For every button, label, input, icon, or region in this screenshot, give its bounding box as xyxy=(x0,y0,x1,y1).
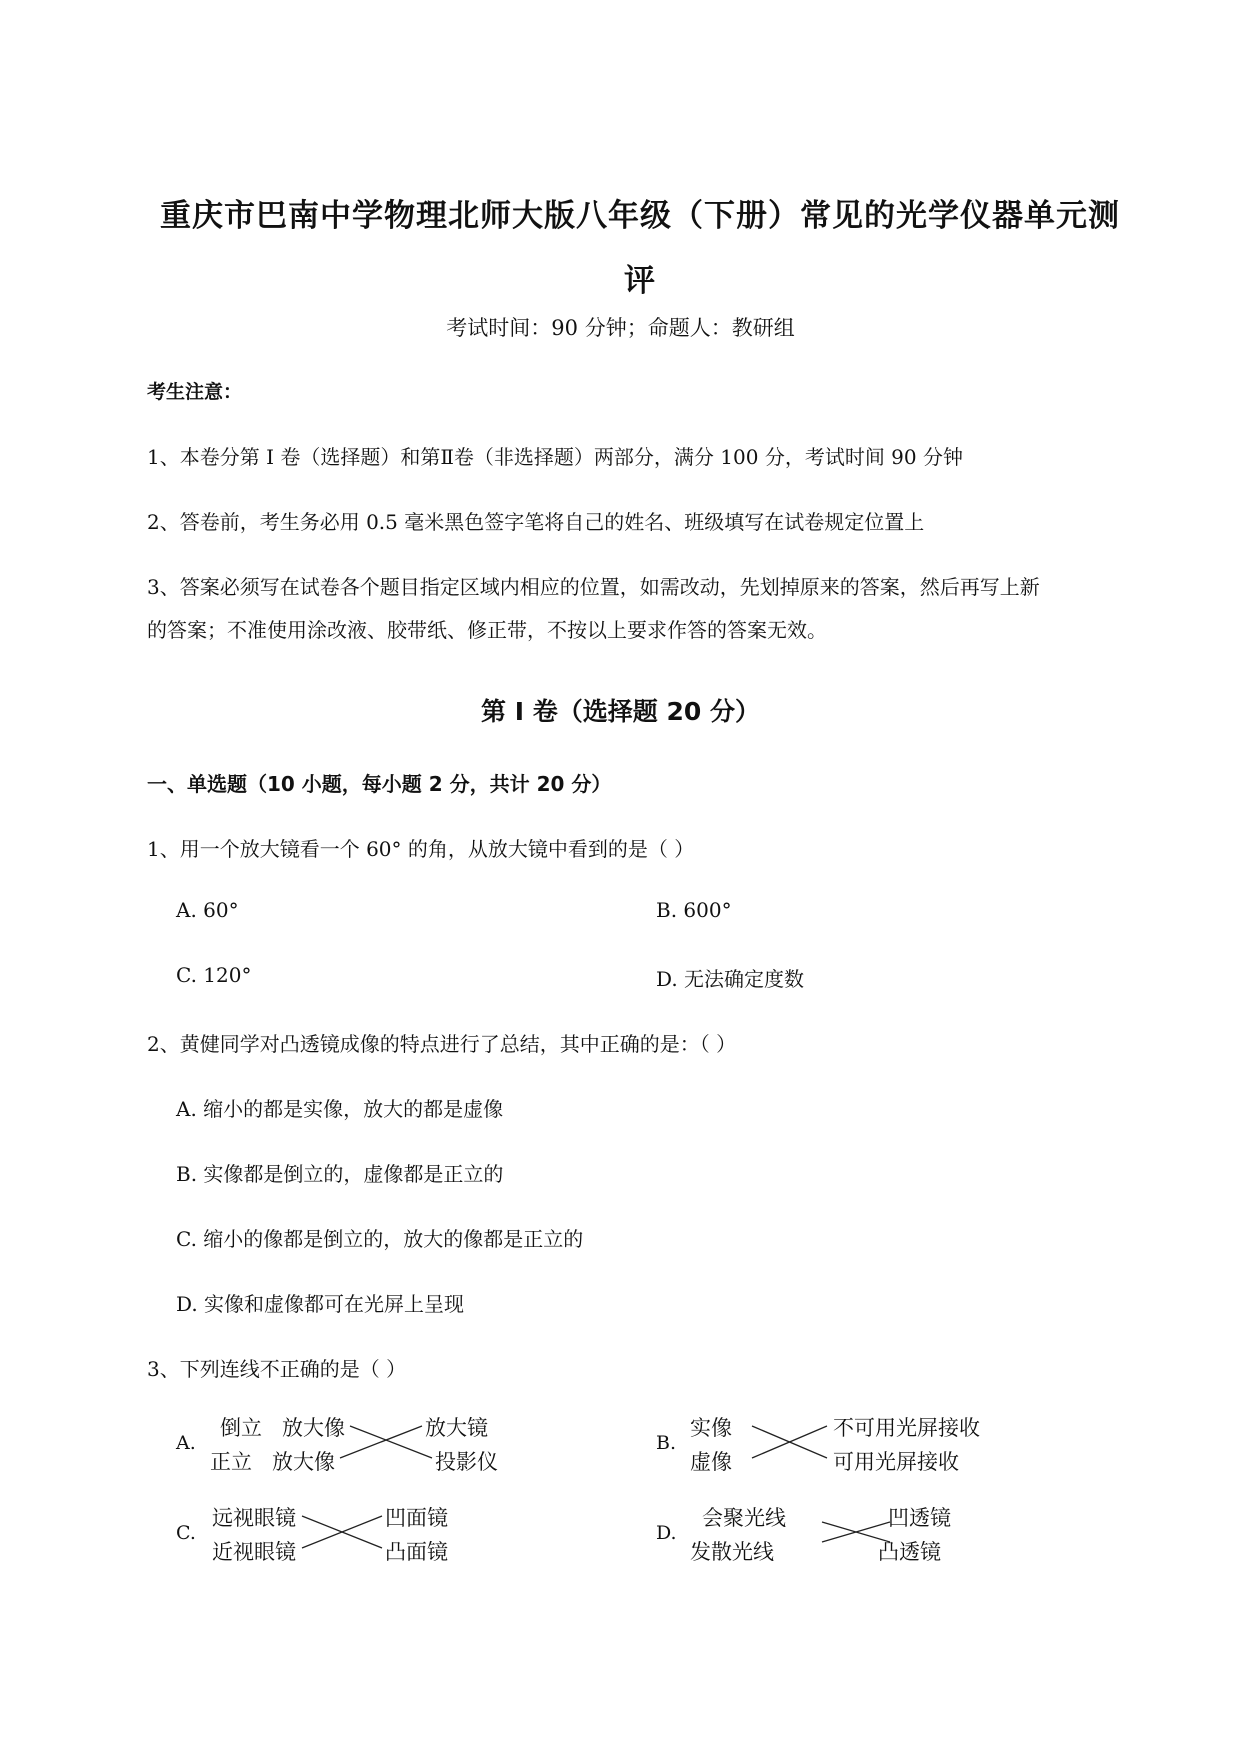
exam-title-line2: 评 xyxy=(624,263,656,299)
question-2-option-d[interactable]: D. 实像和虚像都可在光屏上呈现 xyxy=(176,1292,465,1316)
fig-d-cross-lines xyxy=(690,1498,970,1578)
question-3-option-d-letter[interactable]: D. xyxy=(656,1522,677,1544)
question-3-option-a-letter[interactable]: A. xyxy=(176,1432,196,1454)
fig-d-left1: 会聚光线 xyxy=(702,1506,786,1530)
fig-a-cross-lines xyxy=(210,1408,510,1488)
question-1-option-c[interactable]: C. 120° xyxy=(176,963,252,987)
question-1-stem: 1、用一个放大镜看一个 60° 的角，从放大镜中看到的是（ ） xyxy=(147,837,695,861)
question-3-option-b-figure xyxy=(690,1408,1010,1488)
fig-a-left1: 倒立 xyxy=(220,1416,262,1440)
question-2-option-b[interactable]: B. 实像都是倒立的，虚像都是正立的 xyxy=(176,1162,504,1186)
question-2-stem: 2、黄健同学对凸透镜成像的特点进行了总结，其中正确的是：（ ） xyxy=(147,1032,737,1056)
question-1-option-a[interactable]: A. 60° xyxy=(176,898,239,922)
fig-c-left1: 远视眼镜 xyxy=(212,1506,296,1530)
question-3-option-c-figure xyxy=(210,1498,470,1578)
fig-a-mid1: 放大像 xyxy=(282,1416,345,1440)
fig-c-right2: 凸面镜 xyxy=(385,1540,448,1564)
fig-a-left2: 正立 xyxy=(210,1450,252,1474)
fig-b-left2: 虚像 xyxy=(690,1450,732,1474)
section-title: 第 I 卷（选择题 20 分） xyxy=(481,697,760,726)
fig-a-right2: 投影仪 xyxy=(435,1450,498,1474)
fig-c-left2: 近视眼镜 xyxy=(212,1540,296,1564)
question-3-option-a-figure xyxy=(210,1408,510,1488)
question-1-option-d[interactable]: D. 无法确定度数 xyxy=(656,967,805,991)
fig-d-left2: 发散光线 xyxy=(690,1540,774,1564)
question-3-stem: 3、下列连线不正确的是（ ） xyxy=(147,1357,407,1381)
notice-item-1: 1、本卷分第 I 卷（选择题）和第Ⅱ卷（非选择题）两部分，满分 100 分，考试时间 90 分钟 xyxy=(147,445,963,469)
question-3-option-d-figure xyxy=(690,1498,970,1578)
exam-subtitle: 考试时间：90 分钟；命题人：教研组 xyxy=(446,316,795,340)
notice-item-3: 3、答案必须写在试卷各个题目指定区域内相应的位置，如需改动，先划掉原来的答案，然后再写上新 xyxy=(147,575,1040,599)
fig-d-right2: 凸透镜 xyxy=(878,1540,941,1564)
question-2-option-c[interactable]: C. 缩小的像都是倒立的，放大的像都是正立的 xyxy=(176,1227,584,1251)
exam-title-line1: 重庆市巴南中学物理北师大版八年级（下册）常见的光学仪器单元测 xyxy=(160,198,1120,234)
fig-b-right2: 可用光屏接收 xyxy=(833,1450,959,1474)
notice-heading: 考生注意： xyxy=(147,381,243,403)
fig-b-left1: 实像 xyxy=(690,1416,732,1440)
notice-item-3-cont: 的答案；不准使用涂改液、胶带纸、修正带，不按以上要求作答的答案无效。 xyxy=(147,618,827,642)
fig-a-mid2: 放大像 xyxy=(272,1450,335,1474)
question-3-option-c-letter[interactable]: C. xyxy=(176,1522,196,1544)
notice-item-2: 2、答卷前，考生务必用 0.5 毫米黑色签字笔将自己的姓名、班级填写在试卷规定位置上 xyxy=(147,510,925,534)
fig-b-right1: 不可用光屏接收 xyxy=(833,1416,980,1440)
fig-a-right1: 放大镜 xyxy=(425,1416,488,1440)
fig-b-cross-lines xyxy=(690,1408,1010,1488)
fig-d-right1: 凹透镜 xyxy=(888,1506,951,1530)
question-2-option-a[interactable]: A. 缩小的都是实像，放大的都是虚像 xyxy=(176,1097,504,1121)
fig-c-cross-lines xyxy=(210,1498,470,1578)
fig-c-right1: 凹面镜 xyxy=(385,1506,448,1530)
question-1-option-b[interactable]: B. 600° xyxy=(656,898,732,922)
part-heading: 一、单选题（10 小题，每小题 2 分，共计 20 分） xyxy=(147,772,612,796)
question-3-option-b-letter[interactable]: B. xyxy=(656,1432,677,1454)
